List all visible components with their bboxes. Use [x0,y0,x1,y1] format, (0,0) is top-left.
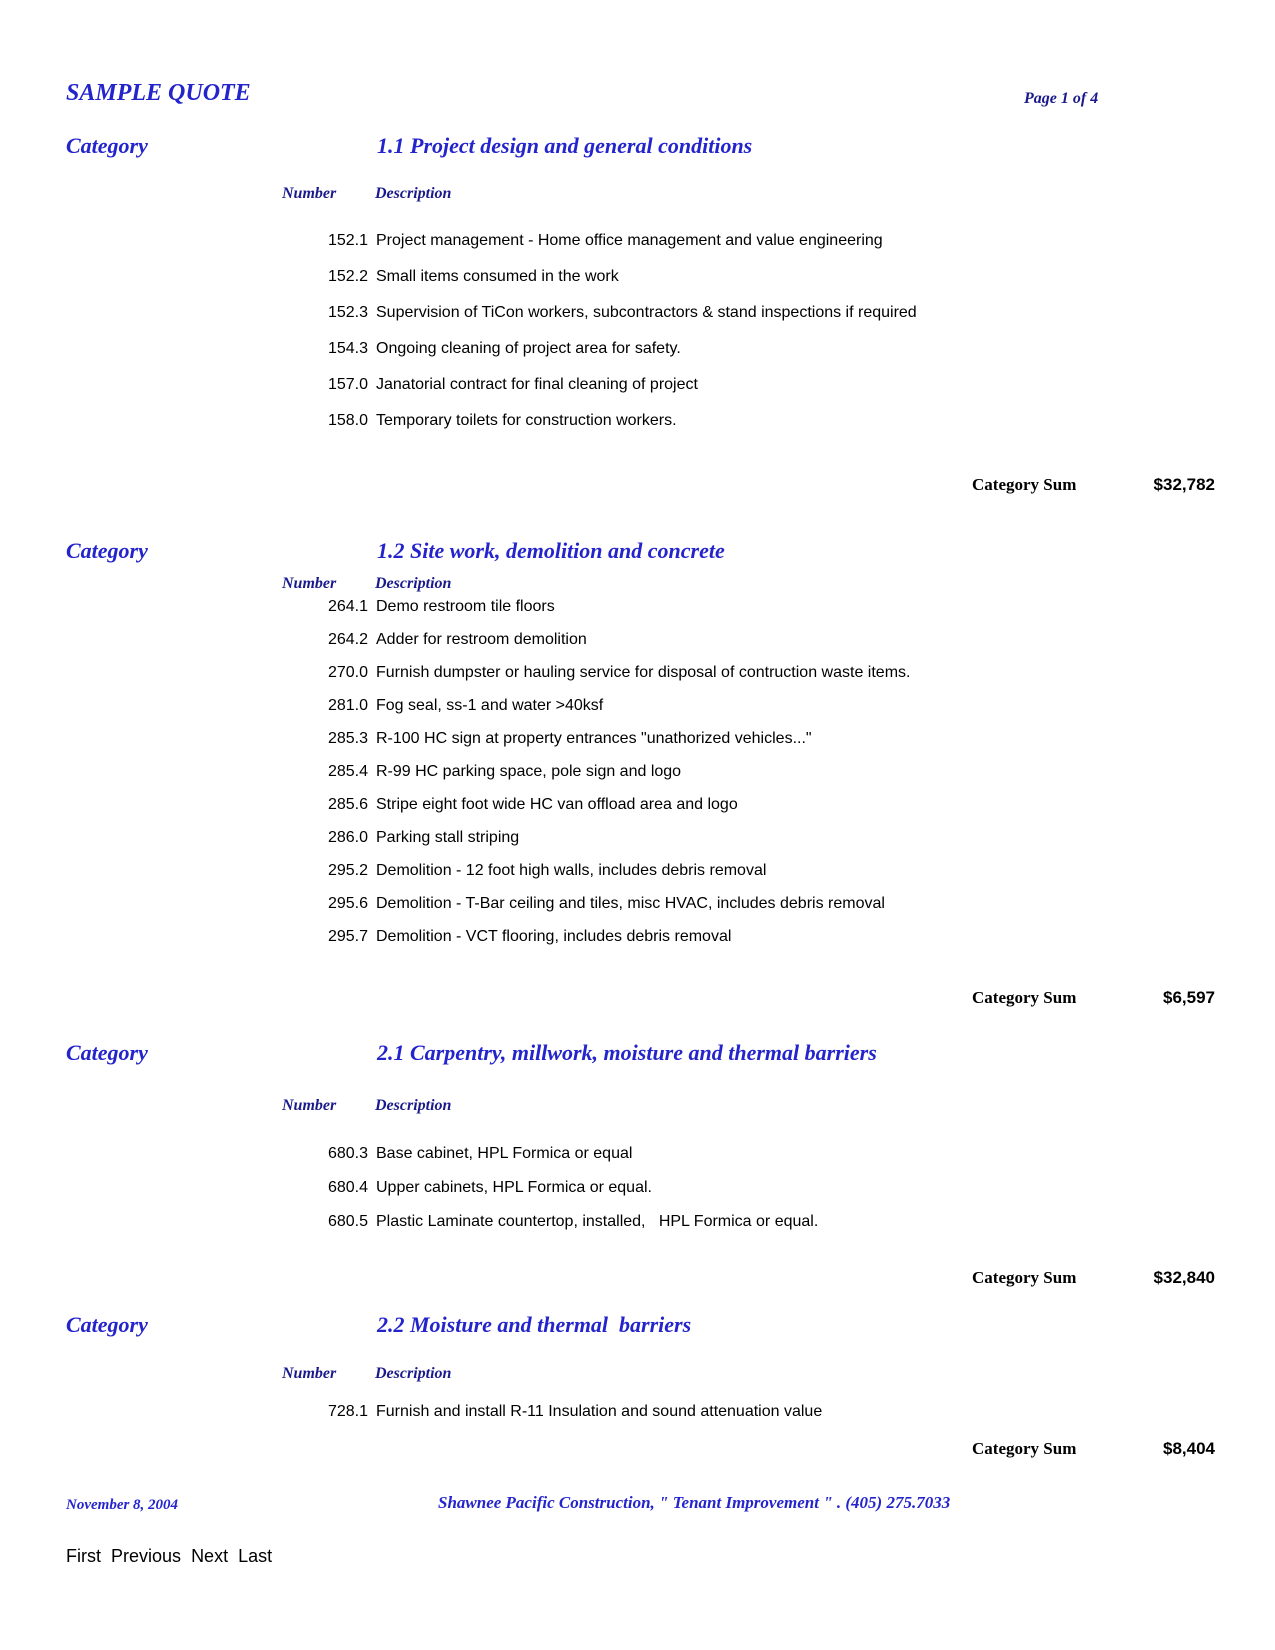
line-item [0,730,1275,763]
number-column-header: Number [282,575,337,592]
line-item [0,268,1275,304]
category-sum-label: Category Sum [972,1439,1077,1458]
item-description: Project management - Home office management and value engineering [376,232,883,249]
category-sum-value: $6,597 [1163,988,1215,1007]
item-description: Temporary toilets for construction workers. [376,412,677,429]
line-item [0,928,1275,961]
category-sum-label: Category Sum [972,1268,1077,1287]
item-description: Furnish dumpster or hauling service for disposal of contruction waste items. [376,664,911,681]
line-item [0,796,1275,829]
item-number: 680.4 [327,1179,368,1196]
description-column-header: Description [375,185,452,202]
item-description: Adder for restroom demolition [376,631,587,648]
item-description: Demolition - VCT flooring, includes debris removal [376,928,732,945]
item-number: 286.0 [327,829,368,846]
category-title: 2.1 Carpentry, millwork, moisture and thermal barriers [377,1040,877,1065]
category-label: Category [66,133,148,158]
number-column-header: Number [282,1365,337,1382]
item-description: Plastic Laminate countertop, installed, HPL Formica or equal. [376,1213,819,1230]
category-label: Category [66,1040,148,1065]
page-number-indicator: Page 1 of 4 [1024,90,1099,107]
item-number: 680.3 [327,1145,368,1162]
number-column-header: Number [282,185,337,202]
item-number: 285.4 [327,763,368,780]
item-description: Upper cabinets, HPL Formica or equal. [376,1179,652,1196]
pager-navigation [66,1546,277,1567]
item-number: 158.0 [327,412,368,429]
item-description: Demo restroom tile floors [376,598,555,615]
line-item [0,862,1275,895]
line-item [0,829,1275,862]
line-item [0,631,1275,664]
item-description: Small items consumed in the work [376,268,619,285]
item-description: Base cabinet, HPL Formica or equal [376,1145,633,1162]
category-sum-label: Category Sum [972,475,1077,494]
item-description: Ongoing cleaning of project area for safety. [376,340,681,357]
item-number: 728.1 [327,1403,368,1420]
line-item [0,895,1275,928]
line-item [0,1213,1275,1247]
nav-first-link[interactable]: First [66,1546,101,1566]
nav-previous-link[interactable]: Previous [111,1546,182,1566]
line-item [0,412,1275,448]
line-item [0,1145,1275,1179]
nav-next-link[interactable]: Next [191,1546,229,1566]
line-item [0,232,1275,268]
item-list [0,232,1275,448]
item-number: 295.7 [327,928,368,945]
item-number: 281.0 [327,697,368,714]
category-title: 1.2 Site work, demolition and concrete [377,538,725,563]
item-number: 154.3 [327,340,368,357]
category-sum-value: $32,840 [1153,1268,1215,1287]
category-sum-label: Category Sum [972,988,1077,1007]
line-item [0,340,1275,376]
item-description: R-100 HC sign at property entrances "unathorized vehicles..." [376,730,812,747]
page-title: SAMPLE QUOTE [66,80,251,106]
item-description: R-99 HC parking space, pole sign and logo [376,763,682,780]
number-column-header: Number [282,1097,337,1114]
line-item [0,1179,1275,1213]
item-number: 295.6 [327,895,368,912]
category-label: Category [66,538,148,563]
item-number: 264.1 [327,598,368,615]
line-item [0,304,1275,340]
line-item [0,697,1275,730]
item-number: 157.0 [327,376,368,393]
description-column-header: Description [375,1097,452,1114]
nav-last-link[interactable]: Last [238,1546,273,1566]
item-number: 285.6 [327,796,368,813]
item-description: Parking stall striping [376,829,520,846]
item-number: 152.3 [327,304,368,321]
item-number: 295.2 [327,862,368,879]
item-list [0,1403,1275,1436]
item-description: Demolition - 12 foot high walls, includes debris removal [376,862,767,879]
item-number: 285.3 [327,730,368,747]
item-description: Fog seal, ss-1 and water >40ksf [376,697,604,714]
item-number: 152.1 [327,232,368,249]
description-column-header: Description [375,1365,452,1382]
line-item [0,598,1275,631]
item-number: 270.0 [327,664,368,681]
item-number: 152.2 [327,268,368,285]
item-number: 264.2 [327,631,368,648]
item-list [0,598,1275,961]
company-footer-line: Shawnee Pacific Construction, " Tenant Improvement " . (405) 275.7033 [438,1493,951,1512]
item-description: Stripe eight foot wide HC van offload area and logo [376,796,738,813]
category-sum-value: $8,404 [1163,1439,1215,1458]
description-column-header: Description [375,575,452,592]
item-list [0,1145,1275,1247]
item-number: 680.5 [327,1213,368,1230]
line-item [0,763,1275,796]
category-sum-value: $32,782 [1153,475,1215,494]
line-item [0,376,1275,412]
item-description: Furnish and install R-11 Insulation and sound attenuation value [376,1403,823,1420]
item-description: Demolition - T-Bar ceiling and tiles, misc HVAC, includes debris removal [376,895,885,912]
category-title: 2.2 Moisture and thermal barriers [377,1312,692,1337]
line-item [0,664,1275,697]
item-description: Supervision of TiCon workers, subcontractors & stand inspections if required [376,304,917,321]
report-date: November 8, 2004 [66,1497,179,1513]
category-title: 1.1 Project design and general conditions [377,133,753,158]
category-label: Category [66,1312,148,1337]
item-description: Janatorial contract for final cleaning of project [376,376,698,393]
line-item [0,1403,1275,1436]
